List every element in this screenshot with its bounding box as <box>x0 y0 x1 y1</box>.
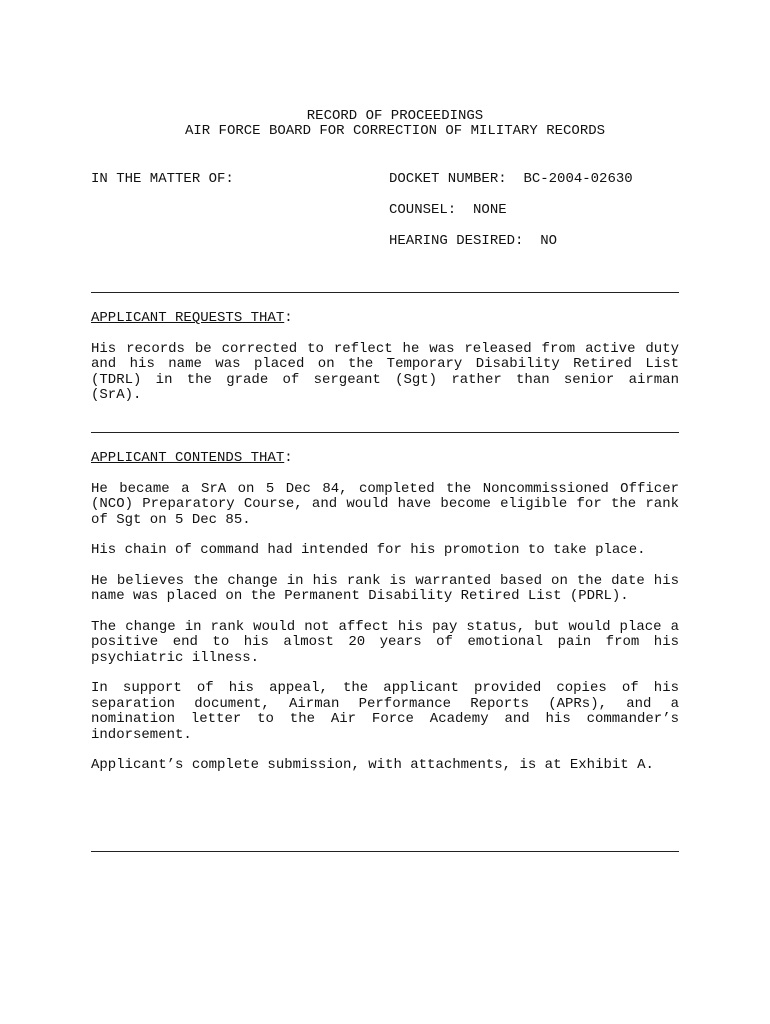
requests-heading <box>91 311 679 327</box>
contends-section <box>91 451 679 789</box>
divider-line <box>91 292 679 293</box>
counsel-row <box>389 202 633 233</box>
board-name: AIR FORCE BOARD FOR CORRECTION OF MILITARY RECORDS <box>184 123 606 139</box>
requests-section <box>91 311 679 419</box>
matter-label: IN THE MATTER OF: <box>91 171 234 187</box>
contends-paragraph: He became a SrA on 5 Dec 84, completed the Noncommissioned Officer (NCO) Preparatory Course, and would have become eligible for the rank of Sgt on 5 Dec 85. <box>91 480 679 528</box>
counsel-label: COUNSEL: <box>389 202 457 218</box>
document-title-block <box>0 109 770 139</box>
contends-heading-colon: : <box>284 450 293 466</box>
divider-line <box>91 851 679 852</box>
contends-paragraph: He believes the change in his rank is warranted based on the date his name was placed on the Permanent Disability Retired List (PDRL). <box>91 572 679 604</box>
contends-heading <box>91 451 679 467</box>
requests-heading-text: APPLICANT REQUESTS THAT <box>91 310 285 326</box>
contends-heading-text: APPLICANT CONTENDS THAT <box>91 450 285 466</box>
contends-paragraph: Applicant’s complete submission, with attachments, is at Exhibit A. <box>91 757 654 773</box>
document-title: RECORD OF PROCEEDINGS <box>306 108 484 124</box>
requests-heading-colon: : <box>284 310 293 326</box>
case-info-block <box>389 171 633 264</box>
hearing-desired-row <box>389 233 633 264</box>
contends-paragraph: In support of his appeal, the applicant provided copies of his separation document, Airman Performance Reports (APRs), and a nomination letter to the Air Force Academy and his commander’s indorsement. <box>91 680 679 743</box>
hearing-desired-label: HEARING DESIRED: <box>389 233 524 249</box>
divider-line <box>91 432 679 433</box>
requests-paragraph: His records be corrected to reflect he was released from active duty and his name was placed on the Temporary Disability Retired List (TDRL) in the grade of sergeant (Sgt) rather than senior airman (SrA). <box>91 340 679 403</box>
contends-paragraph: His chain of command had intended for his promotion to take place. <box>91 542 646 558</box>
docket-number-row <box>389 171 633 202</box>
docket-number-label: DOCKET NUMBER: <box>389 171 507 187</box>
hearing-desired-value: NO <box>540 233 558 249</box>
counsel-value: NONE <box>473 202 507 218</box>
docket-number-value: BC-2004-02630 <box>523 171 633 187</box>
contends-paragraph: The change in rank would not affect his pay status, but would place a positive end to his almost 20 years of emotional pain from his psychiatric illness. <box>91 618 679 666</box>
